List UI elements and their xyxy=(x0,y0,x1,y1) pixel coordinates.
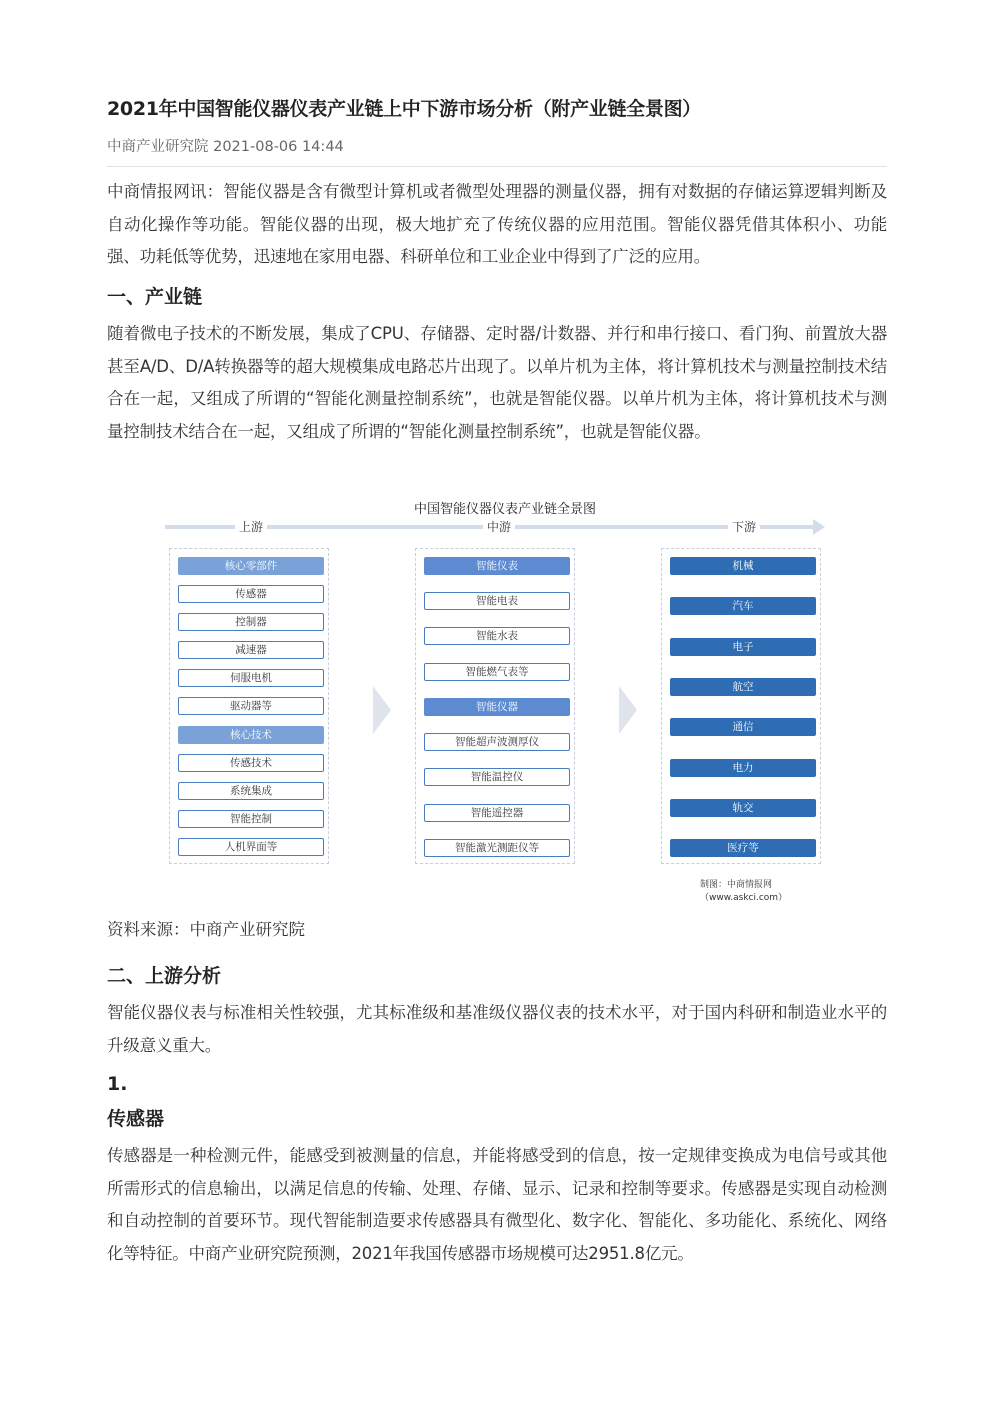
midstream-label: 中游 xyxy=(483,518,515,535)
downstream-item: 电力 xyxy=(670,759,816,777)
upstream-item: 控制器 xyxy=(178,613,324,631)
downstream-item: 电子 xyxy=(670,638,816,656)
downstream-item: 机械 xyxy=(670,557,816,575)
flow-band xyxy=(165,519,825,535)
industry-chain-paragraph: 随着微电子技术的不断发展，集成了CPU、存储器、定时器/计数器、并行和串行接口、看门狗、前置放大器甚至A/D、D/A转换器等的超大规模集成电路芯片出现了。以单片机为主体，将计算机技术与测量控制技术结合在一起，又组成了所谓的“智能化测量控制系统”，也就是智能仪器。以单片机为主体，将计算机技术与测量控制技术结合在一起，又组成了所谓的“智能化测量控制系统”，也就是智能仪器。 xyxy=(107,324,887,441)
diagram-title: 中国智能仪器仪表产业链全景图 xyxy=(413,502,596,517)
upstream-item: 减速器 xyxy=(178,641,324,659)
arrow-right-icon xyxy=(813,519,825,535)
industry-chain-diagram xyxy=(145,494,845,903)
section-heading-upstream: 二、上游分析 xyxy=(107,965,222,987)
subsection-number: 1. xyxy=(107,1073,128,1095)
downstream-item: 汽车 xyxy=(670,597,816,615)
midstream-group-header: 智能仪表 xyxy=(424,557,570,575)
diagram-credit: 制图：中商情报网（www.askci.com） xyxy=(700,880,788,903)
source-note: 资料来源：中商产业研究院 xyxy=(107,920,305,939)
article-meta: 中商产业研究院 2021-08-06 14:44 xyxy=(107,139,344,155)
midstream-item: 智能电表 xyxy=(424,592,570,610)
midstream-item: 智能激光测距仪等 xyxy=(424,839,570,857)
upstream-paragraph: 智能仪器仪表与标准相关性较强，尤其标准级和基准级仪器仪表的技术水平，对于国内科研和制造业水平的升级意义重大。 xyxy=(107,1003,887,1055)
upstream-item: 系统集成 xyxy=(178,782,324,800)
upstream-column xyxy=(169,548,329,864)
chevron-right-icon xyxy=(619,686,637,734)
chevron-right-icon xyxy=(373,686,391,734)
downstream-item: 航空 xyxy=(670,678,816,696)
upstream-label: 上游 xyxy=(235,518,267,535)
downstream-column xyxy=(661,548,821,864)
midstream-item: 智能温控仪 xyxy=(424,768,570,786)
midstream-item: 智能燃气表等 xyxy=(424,663,570,681)
midstream-group-header: 智能仪器 xyxy=(424,698,570,716)
midstream-column xyxy=(415,548,575,864)
upstream-group-header: 核心技术 xyxy=(178,726,324,744)
upstream-item: 人机界面等 xyxy=(178,838,324,856)
intro-paragraph: 中商情报网讯：智能仪器是含有微型计算机或者微型处理器的测量仪器，拥有对数据的存储运算逻辑判断及自动化操作等功能。智能仪器的出现，极大地扩充了传统仪器的应用范围。智能仪器凭借其体积小、功能强、功耗低等优势，迅速地在家用电器、科研单位和工业企业中得到了广泛的应用。 xyxy=(107,182,887,266)
section-heading-industry-chain: 一、产业链 xyxy=(107,286,203,308)
upstream-item: 传感技术 xyxy=(178,754,324,772)
midstream-item: 智能遥控器 xyxy=(424,804,570,822)
midstream-item: 智能水表 xyxy=(424,627,570,645)
article-title: 2021年中国智能仪器仪表产业链上中下游市场分析（附产业链全景图） xyxy=(107,98,701,120)
subsection-heading-sensor: 传感器 xyxy=(107,1108,165,1130)
upstream-item: 智能控制 xyxy=(178,810,324,828)
upstream-item: 伺服电机 xyxy=(178,669,324,687)
divider xyxy=(107,166,887,167)
downstream-item: 医疗等 xyxy=(670,839,816,857)
sensor-paragraph: 传感器是一种检测元件，能感受到被测量的信息，并能将感受到的信息，按一定规律变换成为电信号或其他所需形式的信息输出，以满足信息的传输、处理、存储、显示、记录和控制等要求。传感器是实现自动检测和自动控制的首要环节。现代智能制造要求传感器具有微型化、数字化、智能化、多功能化、系统化、网络化等特征。中商产业研究院预测，2021年我国传感器市场规模可达2951.8亿元。 xyxy=(107,1146,887,1263)
midstream-item: 智能超声波测厚仪 xyxy=(424,733,570,751)
upstream-group-header: 核心零部件 xyxy=(178,557,324,575)
upstream-item: 传感器 xyxy=(178,585,324,603)
downstream-item: 通信 xyxy=(670,718,816,736)
upstream-item: 驱动器等 xyxy=(178,697,324,715)
downstream-item: 轨交 xyxy=(670,799,816,817)
downstream-label: 下游 xyxy=(728,518,760,535)
